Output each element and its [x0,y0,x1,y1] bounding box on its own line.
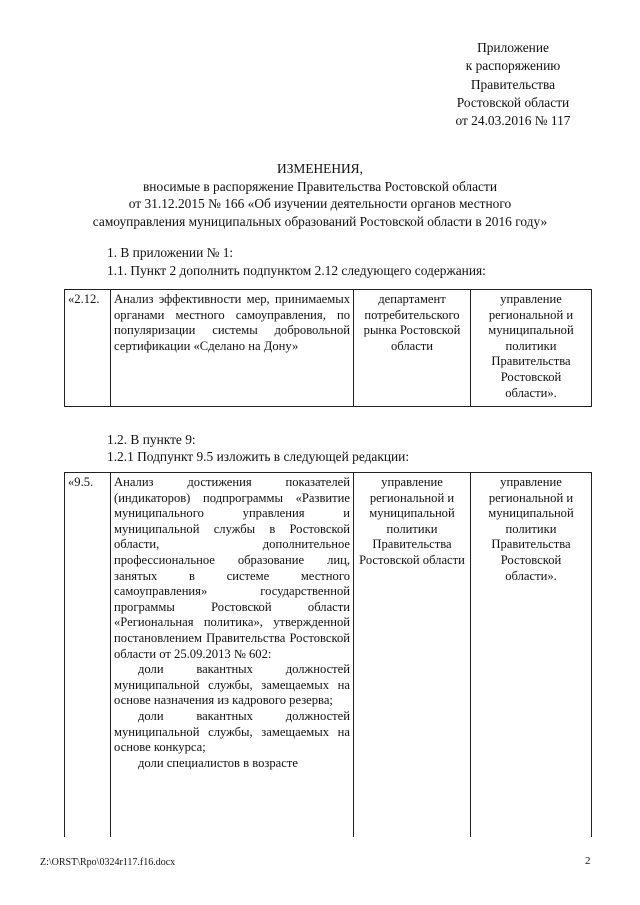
page-number: 2 [585,855,591,867]
section-1-1: 1.1. Пункт 2 дополнить подпунктом 2.12 следующего содержания: [107,263,486,278]
section-1: 1. В приложении № 1: [107,245,234,260]
document-title [40,160,600,230]
item-text: Анализ эффективности мер, принимаемых органами местного самоуправления, по популяризации системы добровольной сертификации «Сделано на Дону» [111,290,354,407]
item-number: «2.12. [65,290,111,407]
table-row [65,473,592,838]
table-row [65,290,592,407]
approval-stamp [418,39,608,130]
item-co-executor: управление региональной и муниципальной политики Правительства Ростовской области». [471,473,592,838]
item-subitem: доли специалистов в возрасте [138,755,298,770]
item-number: «9.5. [65,473,111,838]
approval-line: от 24.03.2016 № 117 [455,113,571,129]
amendment-table-9-5 [64,472,592,837]
title-heading: ИЗМЕНЕНИЯ, [277,161,363,176]
title-line: вносимые в распоряжение Правительства Ростовской области [142,178,498,194]
title-line: самоуправления муниципальных образований Ростовской области в 2016 году» [92,213,548,229]
approval-line: к распоряжению [465,58,561,74]
section-1-2-1: 1.2.1 Подпункт 9.5 изложить в следующей редакции: [107,449,410,464]
item-responsible: управление региональной и муниципальной политики Правительства Ростовской области [354,473,471,838]
item-subitem: доли вакантных должностей муниципальной службы, замещаемых на основе конкурса; [114,708,350,755]
file-path: Z:\ORST\Rpo\0324r117.f16.docx [40,857,176,868]
item-text-main: Анализ достижения показателей (индикаторов) подпрограммы «Развитие муниципального управления и муниципальной службы в Ростовской области, дополнительное профессиональное образование лиц, занятых в системе местного самоуправления» государственной программы Ростовской области «Региональная политика», утвержденной постановлением Правительства Ростовской области от 25.09.2013 № 602: [114,475,350,661]
item-subitem: доли вакантных должностей муниципальной службы, замещаемых на основе назначения из кадрового резерва; [114,662,350,708]
item-responsible: департамент потребительского рынка Ростовской области [354,290,471,407]
approval-line: Приложение [477,40,549,55]
item-co-executor: управление региональной и муниципальной политики Правительства Ростовской области». [471,290,592,407]
approval-line: Ростовской области [456,94,570,110]
amendment-table-2-12 [64,289,592,407]
section-1-2: 1.2. В пункте 9: [107,432,196,447]
title-line: от 31.12.2015 № 166 «Об изучении деятельности органов местного [128,196,512,212]
item-text [111,473,354,838]
approval-line: Правительства [470,76,556,92]
